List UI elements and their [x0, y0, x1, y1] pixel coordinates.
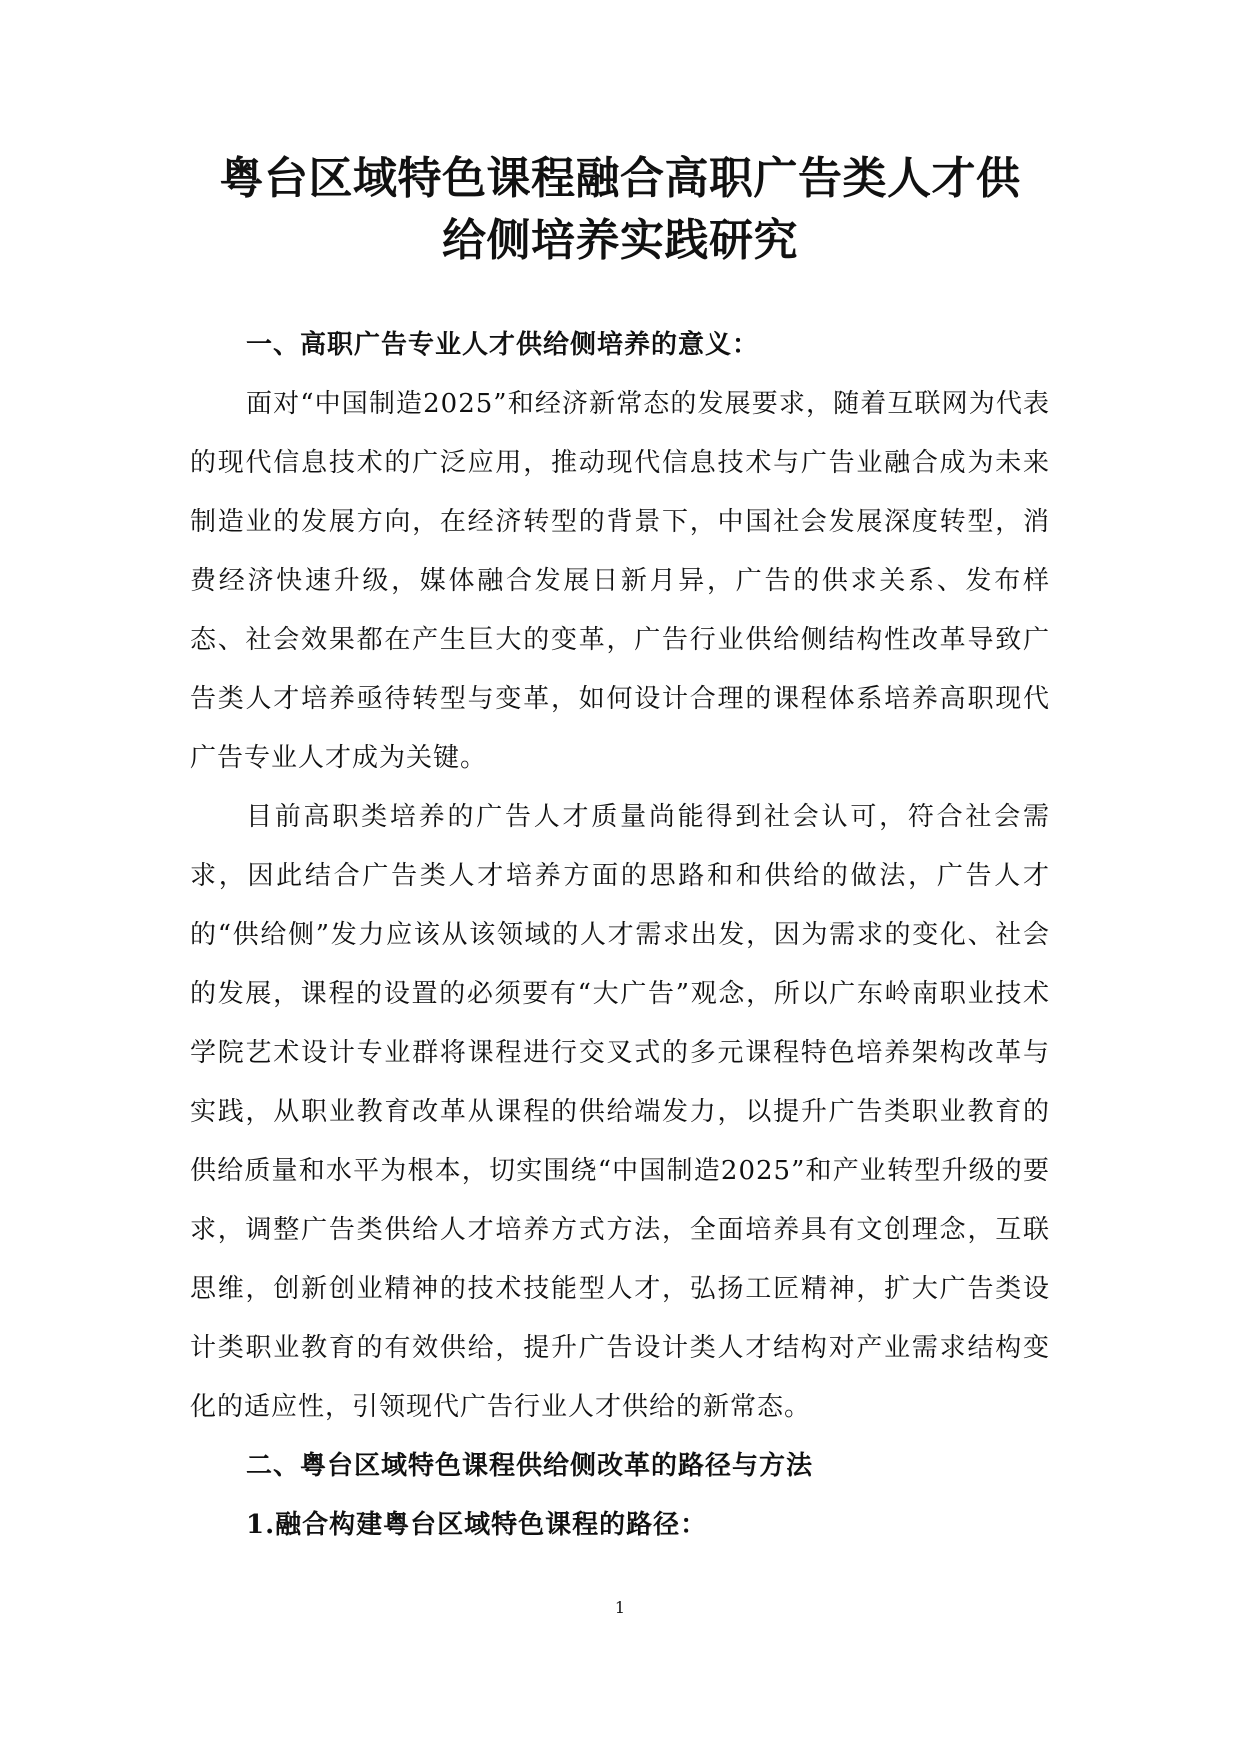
subsection-heading-course-path: 1.融合构建粤台区域特色课程的路径：	[246, 1510, 708, 1540]
document-title	[150, 148, 1090, 272]
document-body	[190, 316, 1050, 1555]
paragraph-current-status: 目前高职类培养的广告人才质量尚能得到社会认可，符合社会需求，因此结合广告类人才培养方面的思路和和供给的做法，广告人才的“供给侧”发力应该从该领域的人才需求出发，因为需求的变化、社会的发展，课程的设置的必须要有“大广告”观念，所以广东岭南职业技术学院艺术设计专业群将课程进行交叉式的多元课程特色培养架构改革与实践，从职业教育改革从课程的供给端发力，以提升广告类职业教育的供给质量和水平为根本，切实围绕“中国制造2025”和产业转型升级的要求，调整广告类供给人才培养方式方法，全面培养具有文创理念，互联思维，创新创业精神的技术技能型人才，弘扬工匠精神，扩大广告类设计类职业教育的有效供给，提升广告设计类人才结构对产业需求结构变化的适应性，引领现代广告行业人才供给的新常态。	[190, 802, 1050, 1422]
title-line-2: 给侧培养实践研究	[442, 215, 798, 266]
section-heading-significance: 一、高职广告专业人才供给侧培养的意义：	[246, 330, 760, 360]
section-heading-path-method: 二、粤台区域特色课程供给侧改革的路径与方法	[246, 1451, 814, 1481]
paragraph-context: 面对“中国制造2025”和经济新常态的发展要求，随着互联网为代表的现代信息技术的广泛应用，推动现代信息技术与广告业融合成为未来制造业的发展方向，在经济转型的背景下，中国社会发展深度转型，消费经济快速升级，媒体融合发展日新月异，广告的供求关系、发布样态、社会效果都在产生巨大的变革，广告行业供给侧结构性改革导致广告类人才培养亟待转型与变革，如何设计合理的课程体系培养高职现代广告专业人才成为关键。	[190, 389, 1050, 773]
page-number: 1	[614, 1598, 626, 1617]
title-line-1: 粤台区域特色课程融合高职广告类人才供	[219, 153, 1021, 204]
